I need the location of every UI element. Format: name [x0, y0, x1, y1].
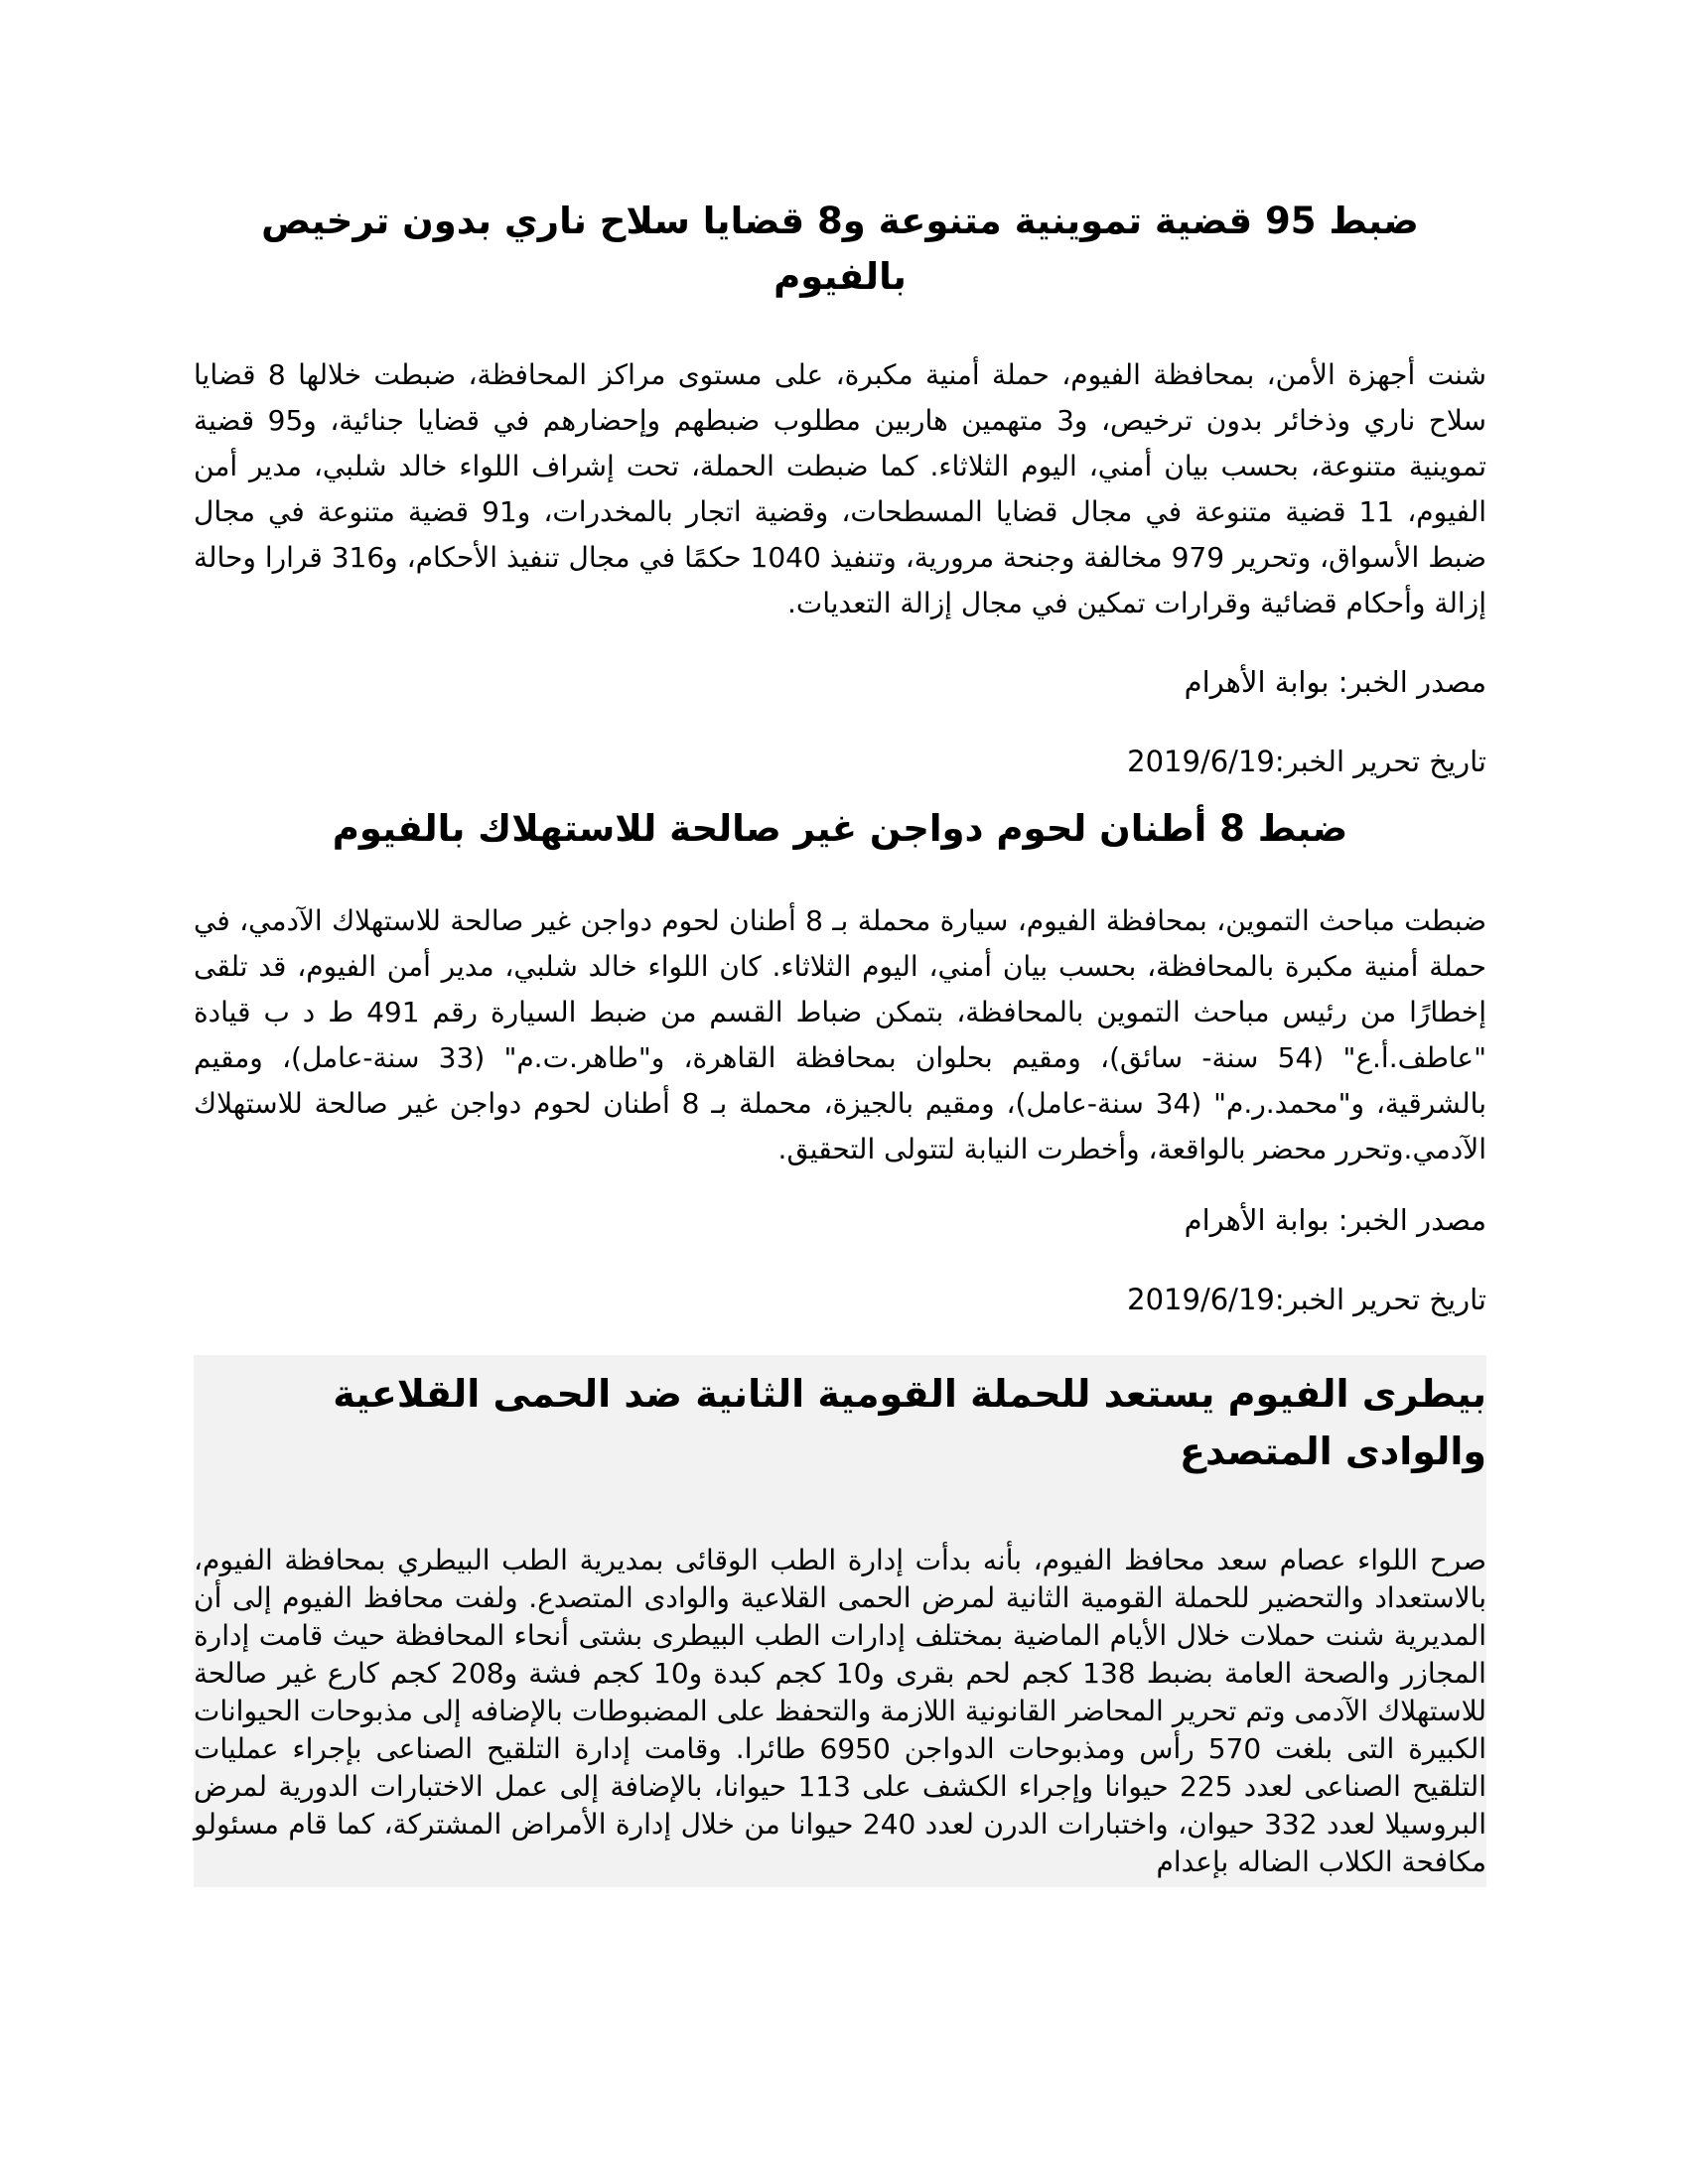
article-date: تاريخ تحرير الخبر:2019/6/19 — [1127, 1283, 1486, 1316]
article-source: مصدر الخبر: بوابة الأهرام — [1184, 1203, 1486, 1237]
article-headline: بيطرى الفيوم يستعد للحملة القومية الثانية ضد الحمى القلاعية والوادى المتصدع — [333, 1372, 1486, 1473]
news-article — [194, 801, 1486, 1319]
article-body: ضبطت مباحث التموين، بمحافظة الفيوم، سيارة محملة بـ 8 أطنان لحوم دواجن غير صالحة للاستهلاك الآدمي، في حملة أمنية مكبرة بالمحافظة، بحسب بيان أمني، اليوم الثلاثاء. كان اللواء خالد شلبي، مدير أمن الفيوم، قد تلقى إخطارًا من رئيس مباحث التموين بالمحافظة، بتمكن ضباط القسم من ضبط السيارة رقم 491 ط د ب قيادة "عاطف.أ.ع" (54 سنة- سائق)، ومقيم بحلوان بمحافظة القاهرة، و"طاهر.ت.م" (33 سنة-عامل)، ومقيم بالشرقية، و"محمد.ر.م" (34 سنة-عامل)، ومقيم بالجيزة، محملة بـ 8 أطنان لحوم دواجن غير صالحة للاستهلاك الآدمي.وتحرر محضر بالواقعة، وأخطرت النيابة لتتولى التحقيق. — [194, 904, 1487, 1165]
article-headline: ضبط 8 أطنان لحوم دواجن غير صالحة للاستهلاك بالفيوم — [332, 807, 1348, 850]
article-source: مصدر الخبر: بوابة الأهرام — [1184, 665, 1486, 699]
news-article — [194, 194, 1486, 781]
article-headline: ضبط 95 قضية تموينية متنوعة و8 قضايا سلاح ناري بدون ترخيص بالفيوم — [261, 200, 1419, 298]
article-body: صرح اللواء عصام سعد محافظ الفيوم، بأنه بدأت إدارة الطب الوقائى بمديرية الطب البيطري بمحافظة الفيوم، بالاستعداد والتحضير للحملة القومية الثانية لمرض الحمى القلاعية والوادى المتصدع. ولفت محافظ الفيوم إلى أن المديرية شنت حملات خلال الأيام الماضية بمختلف إدارات الطب البيطرى بشتى أنحاء المحافظة حيث قامت إدارة المجازر والصحة العامة بضبط 138 كجم لحم بقرى و10 كجم كبدة و10 كجم فشة و208 كجم كارع غير صالحة للاستهلاك الآدمى وتم تحرير المحاضر القانونية اللازمة والتحفظ على المضبوطات بالإضافه إلى مذبوحات الحيوانات الكبيرة التى بلغت 570 رأس ومذبوحات الدواجن 6950 طائرا. وقامت إدارة التلقيح الصناعى بإجراء عمليات التلقيح الصناعى لعدد 225 حيوانا وإجراء الكشف على 113 حيوانا، بالإضافة إلى عمل الاختبارات الدورية لمرض البروسيلا لعدد 332 حيوان، واختبارات الدرن لعدد 240 حيوانا من خلال إدارة الأمراض المشتركة، كما قام مسئولو مكافحة الكلاب الضاله بإعدام — [194, 1544, 1486, 1878]
news-article-highlighted — [194, 1355, 1486, 1887]
article-body: شنت أجهزة الأمن، بمحافظة الفيوم، حملة أمنية مكبرة، على مستوى مراكز المحافظة، ضبطت خلالها 8 قضايا سلاح ناري وذخائر بدون ترخيص، و3 متهمين هاربين مطلوب ضبطهم وإحضارهم في قضايا جنائية، و95 قضية تموينية متنوعة، بحسب بيان أمني، اليوم الثلاثاء. كما ضبطت الحملة، تحت إشراف اللواء خالد شلبي، مدير أمن الفيوم، 11 قضية متنوعة في مجال قضايا المسطحات، وقضية اتجار بالمخدرات، و91 قضية متنوعة في مجال ضبط الأسواق، وتحرير 979 مخالفة وجنحة مرورية، وتنفيذ 1040 حكمًا في مجال تنفيذ الأحكام، و316 قرارا وحالة إزالة وأحكام قضائية وقرارات تمكين في مجال إزالة التعديات. — [194, 358, 1487, 619]
document-page — [194, 194, 1486, 1887]
article-date: تاريخ تحرير الخبر:2019/6/19 — [1127, 745, 1486, 778]
